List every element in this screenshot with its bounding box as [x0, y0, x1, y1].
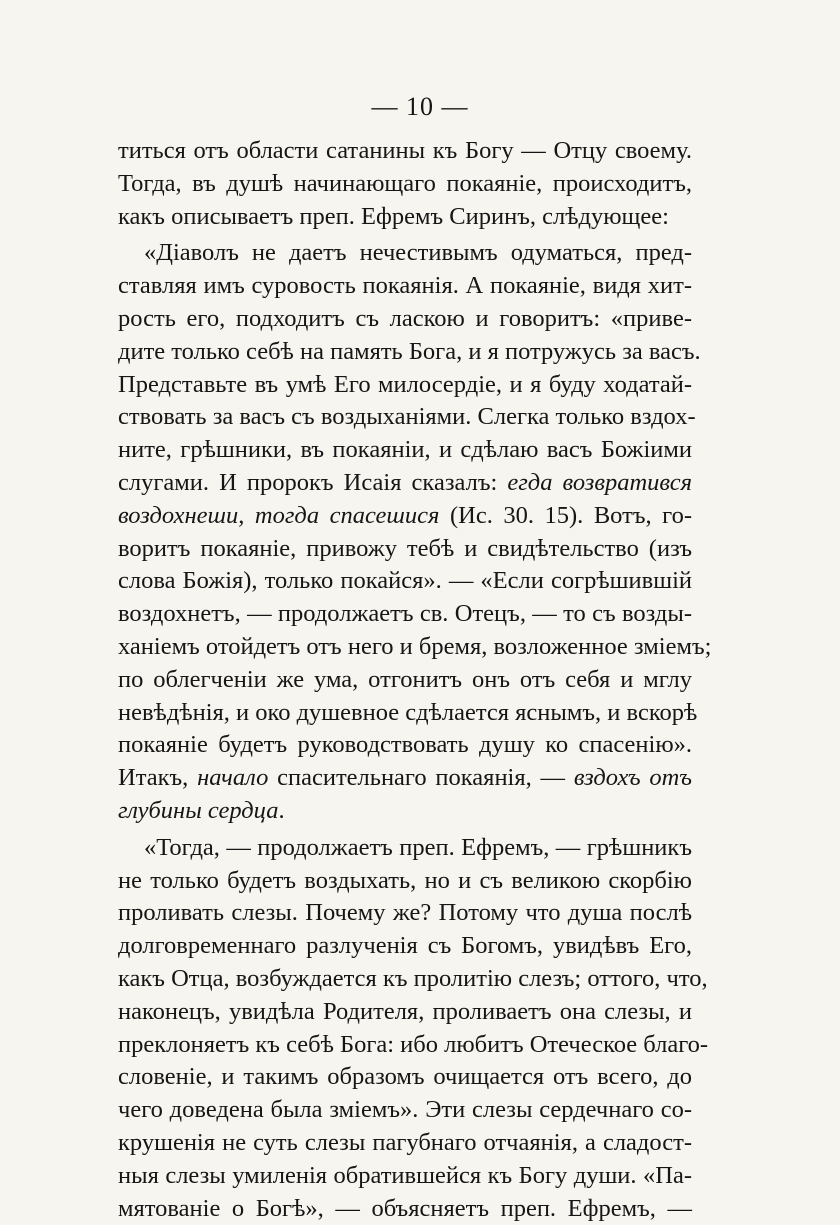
text-line	[118, 135, 692, 168]
text-line	[118, 865, 692, 898]
text-line	[118, 664, 692, 697]
text-run: покаяніе будетъ руководствовать душу ко спасенію».	[118, 731, 692, 758]
text-run: какъ описываетъ преп. Ефремъ Сиринъ, слѣдующее:	[118, 203, 669, 230]
text-line	[118, 897, 692, 930]
text-line	[118, 598, 692, 631]
text-line	[118, 237, 692, 270]
text-line	[118, 795, 692, 828]
italic-text: глубины сердца	[118, 797, 278, 824]
text-line	[118, 1193, 692, 1225]
text-line	[118, 930, 692, 963]
body-text	[118, 135, 692, 1225]
text-run: слугами. И пророкъ Исаія сказалъ:	[118, 469, 507, 496]
text-run: спасительнаго покаянія, —	[268, 764, 574, 791]
text-line	[118, 270, 692, 303]
text-run: дите только себѣ на память Бога, и я потружусь за васъ.	[118, 338, 701, 365]
text-line	[118, 336, 692, 369]
italic-text: вздохъ отъ	[574, 764, 692, 791]
text-run: какъ Отца, возбуждается къ пролитію слезъ; оттого, что,	[118, 965, 708, 992]
text-run: Итакъ,	[118, 764, 197, 791]
text-run: слова Божія), только покайся». — «Если согрѣшившій	[118, 567, 692, 594]
text-run: ханіемъ отойдетъ отъ него и бремя, возложенное зміемъ;	[118, 633, 711, 660]
italic-text: егда возвратився	[507, 469, 692, 496]
text-run: (Ис. 30. 15). Вотъ, го-	[439, 502, 692, 529]
text-run: титься отъ области сатанины къ Богу — Отцу своему.	[118, 137, 692, 164]
text-line	[118, 369, 692, 402]
text-run: невѣдѣнія, и око душевное сдѣлается яснымъ, и вскорѣ	[118, 699, 697, 726]
text-line	[118, 631, 692, 664]
text-run: мятованіе о Богѣ», — объясняетъ преп. Ефремъ, —	[118, 1195, 692, 1222]
text-run: долговременнаго разлученія съ Богомъ, увидѣвъ Его,	[118, 932, 692, 959]
italic-text: начало	[197, 764, 268, 791]
text-line	[118, 1160, 692, 1193]
text-run: чего доведена была зміемъ». Эти слезы сердечнаго со-	[118, 1096, 692, 1123]
italic-text: воздохнеши, тогда спасешися	[118, 502, 439, 529]
text-run: по облегченіи же ума, отгонитъ онъ отъ себя и мглу	[118, 666, 692, 693]
text-line	[118, 168, 692, 201]
text-line	[118, 565, 692, 598]
text-run: воритъ покаяніе, привожу тебѣ и свидѣтельство (изъ	[118, 535, 692, 562]
text-run: проливать слезы. Почему же? Потому что душа послѣ	[118, 899, 692, 926]
text-line	[118, 467, 692, 500]
text-line	[118, 996, 692, 1029]
text-line	[118, 762, 692, 795]
text-run: крушенія не суть слезы пагубнаго отчаянія, а сладост-	[118, 1129, 692, 1156]
text-run: словеніе, и такимъ образомъ очищается отъ всего, до	[118, 1063, 692, 1090]
text-run: ните, грѣшники, въ покаяніи, и сдѣлаю васъ Божіими	[118, 436, 692, 463]
text-line	[118, 201, 692, 234]
text-run: ставляя имъ суровость покаянія. А покаяніе, видя хит-	[118, 272, 692, 299]
text-line	[118, 1029, 692, 1062]
text-line	[118, 729, 692, 762]
text-line	[118, 533, 692, 566]
text-run: ствовать за васъ съ воздыханіями. Слегка только вздох-	[118, 403, 696, 430]
text-run: Тогда, въ душѣ начинающаго покаяніе, происходитъ,	[118, 170, 692, 197]
text-line	[118, 401, 692, 434]
text-run: наконецъ, увидѣла Родителя, проливаетъ она слезы, и	[118, 998, 692, 1025]
text-run: рость его, подходитъ съ ласкою и говоритъ: «приве-	[118, 305, 692, 332]
page-number: — 10 —	[0, 92, 840, 122]
text-line	[118, 1094, 692, 1127]
text-line	[118, 697, 692, 730]
text-run: не только будетъ воздыхать, но и съ великою скорбію	[118, 867, 692, 894]
text-line	[118, 832, 692, 865]
text-run: преклоняетъ къ себѣ Бога: ибо любитъ Отеческое благо-	[118, 1031, 708, 1058]
text-line	[118, 1127, 692, 1160]
text-line	[118, 1061, 692, 1094]
text-line	[118, 434, 692, 467]
text-run: Представьте въ умѣ Его милосердіе, и я буду ходатай-	[118, 371, 692, 398]
text-run: «Діаволъ не даетъ нечестивымъ одуматься, пред-	[144, 239, 692, 266]
text-line	[118, 963, 692, 996]
text-line	[118, 303, 692, 336]
text-run: воздохнетъ, — продолжаетъ св. Отецъ, — то съ возды-	[118, 600, 692, 627]
text-run: «Тогда, — продолжаетъ преп. Ефремъ, — грѣшникъ	[144, 834, 692, 861]
text-run: ныя слезы умиленія обратившейся къ Богу души. «Па-	[118, 1162, 692, 1189]
text-line	[118, 500, 692, 533]
text-run: .	[278, 797, 284, 824]
